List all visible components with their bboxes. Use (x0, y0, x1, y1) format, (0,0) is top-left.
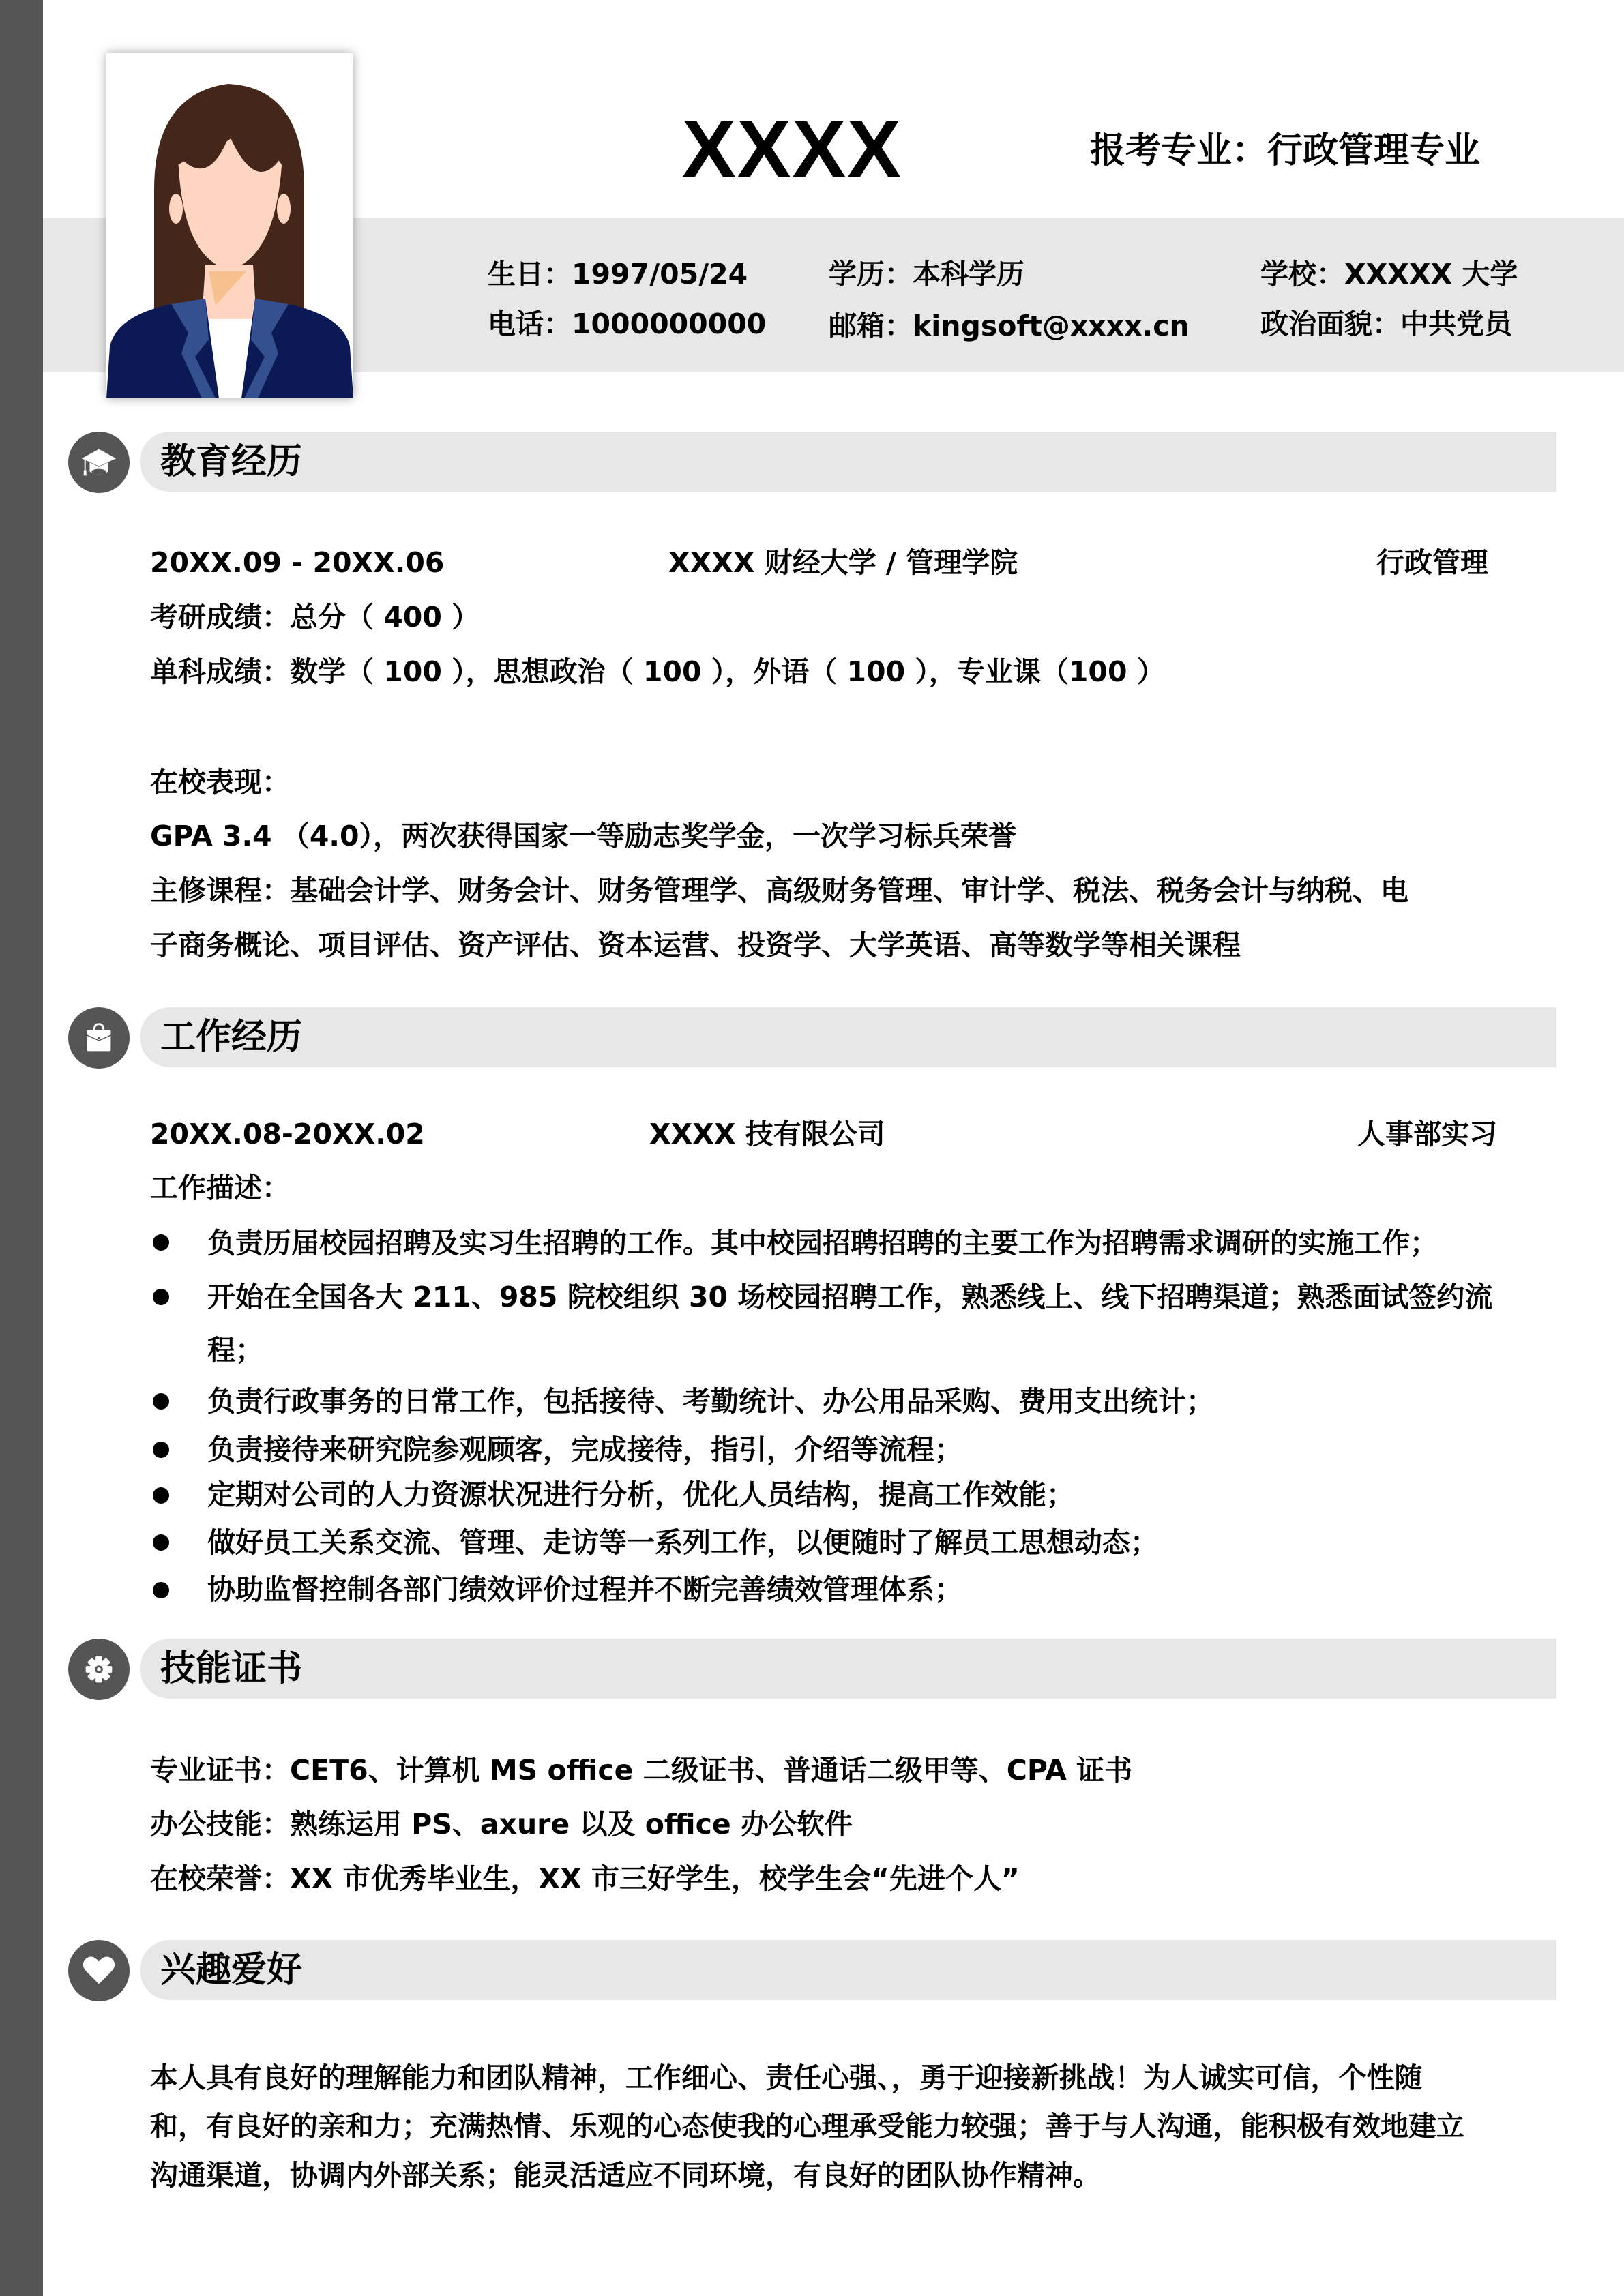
bullet-icon (153, 1393, 169, 1410)
gpa-line: GPA 3.4 （4.0），两次获得国家一等励志奖学金，一次学习标兵荣誉 (150, 820, 1016, 852)
political-status: 政治面貌：中共党员 (1260, 308, 1512, 340)
section-bar (140, 1639, 1556, 1699)
briefcase-icon (68, 1007, 130, 1069)
section-title: 兴趣爱好 (160, 1950, 303, 1991)
bullet-icon (153, 1289, 169, 1305)
birthday: 生日：1997/05/24 (488, 258, 748, 290)
graduation-cap-icon (68, 432, 130, 493)
section-header-hobbies (68, 1940, 1556, 2001)
education-period: 20XX.09 - 20XX.06 (150, 546, 445, 579)
courses-line-1: 主修课程：基础会计学、财务会计、财务管理学、高级财务管理、审计学、税法、税务会计与纳税、电 (150, 874, 1408, 907)
avatar-illustration-icon (106, 53, 353, 398)
work-item: 负责历届校园招聘及实习生招聘的工作。其中校园招聘招聘的主要工作为招聘需求调研的实施工作； (207, 1227, 1438, 1259)
section-title: 工作经历 (160, 1017, 303, 1058)
phone: 电话：1000000000 (488, 308, 767, 340)
gear-icon (68, 1639, 130, 1700)
hobbies-line-2: 和，有良好的亲和力；充满热情、乐观的心态使我的心理承受能力较强；善于与人沟通，能积极有效地建立 (150, 2110, 1464, 2143)
work-item: 协助监督控制各部门绩效评价过程并不断完善绩效管理体系； (207, 1573, 962, 1606)
hobbies-line-1: 本人具有良好的理解能力和团队精神，工作细心、责任心强、，勇于迎接新挑战！为人诚实可信，个性随 (150, 2061, 1423, 2094)
work-item-continuation: 程； (207, 1334, 263, 1367)
left-sidebar-stripe (0, 0, 43, 2296)
section-title: 教育经历 (160, 441, 303, 482)
hobbies-line-3: 沟通渠道，协调内外部关系；能灵活适应不同环境，有良好的团队协作精神。 (150, 2159, 1101, 2192)
email: 邮箱：kingsoft@xxxx.cn (829, 310, 1190, 342)
section-header-skills (68, 1639, 1556, 1700)
work-desc-label: 工作描述： (150, 1172, 290, 1204)
education-major: 行政管理 (1376, 546, 1488, 579)
section-title: 技能证书 (160, 1648, 303, 1689)
heart-icon (68, 1940, 130, 2001)
section-bar (140, 432, 1556, 492)
work-item: 做好员工关系交流、管理、走访等一系列工作，以便随时了解员工思想动态； (207, 1526, 1158, 1559)
applied-major: 报考专业：行政管理专业 (1090, 130, 1481, 171)
education-level: 学历：本科学历 (829, 258, 1024, 290)
work-company: XXXX 技有限公司 (649, 1118, 885, 1150)
section-bar (140, 1007, 1556, 1067)
certificates: 专业证书：CET6、计算机 MS office 二级证书、普通话二级甲等、CPA 证书 (150, 1754, 1133, 1787)
bullet-icon (153, 1442, 169, 1458)
profile-photo (106, 53, 353, 398)
candidate-name: XXXX (682, 104, 902, 194)
section-header-work (68, 1007, 1556, 1069)
subject-scores: 单科成绩：数学（ 100 ），思想政治（ 100 ），外语（ 100 ），专业课（100 ） (150, 655, 1165, 688)
courses-line-2: 子商务概论、项目评估、资产评估、资本运营、投资学、大学英语、高等数学等相关课程 (150, 929, 1241, 961)
bullet-icon (153, 1234, 169, 1251)
section-bar (140, 1940, 1556, 2000)
school-honors: 在校荣誉：XX 市优秀毕业生，XX 市三好学生，校学生会“先进个人” (150, 1862, 1020, 1895)
total-score: 考研成绩：总分（ 400 ） (150, 601, 480, 633)
education-school: XXXX 财经大学 / 管理学院 (668, 546, 1018, 579)
school: 学校：XXXXX 大学 (1260, 258, 1518, 290)
bullet-icon (153, 1534, 169, 1551)
bullet-icon (153, 1582, 169, 1598)
office-skills: 办公技能：熟练运用 PS、axure 以及 office 办公软件 (150, 1808, 853, 1840)
performance-label: 在校表现： (150, 766, 290, 799)
work-item: 定期对公司的人力资源状况进行分析，优化人员结构，提高工作效能； (207, 1478, 1074, 1511)
work-period: 20XX.08-20XX.02 (150, 1118, 425, 1150)
work-item: 开始在全国各大 211、985 院校组织 30 场校园招聘工作，熟悉线上、线下招聘渠道；熟悉面试签约流 (207, 1281, 1493, 1313)
work-item: 负责接待来研究院参观顾客，完成接待，指引，介绍等流程； (207, 1433, 962, 1466)
work-position: 人事部实习 (1357, 1118, 1497, 1150)
work-item: 负责行政事务的日常工作，包括接待、考勤统计、办公用品采购、费用支出统计； (207, 1385, 1214, 1418)
section-header-education (68, 432, 1556, 493)
bullet-icon (153, 1487, 169, 1504)
